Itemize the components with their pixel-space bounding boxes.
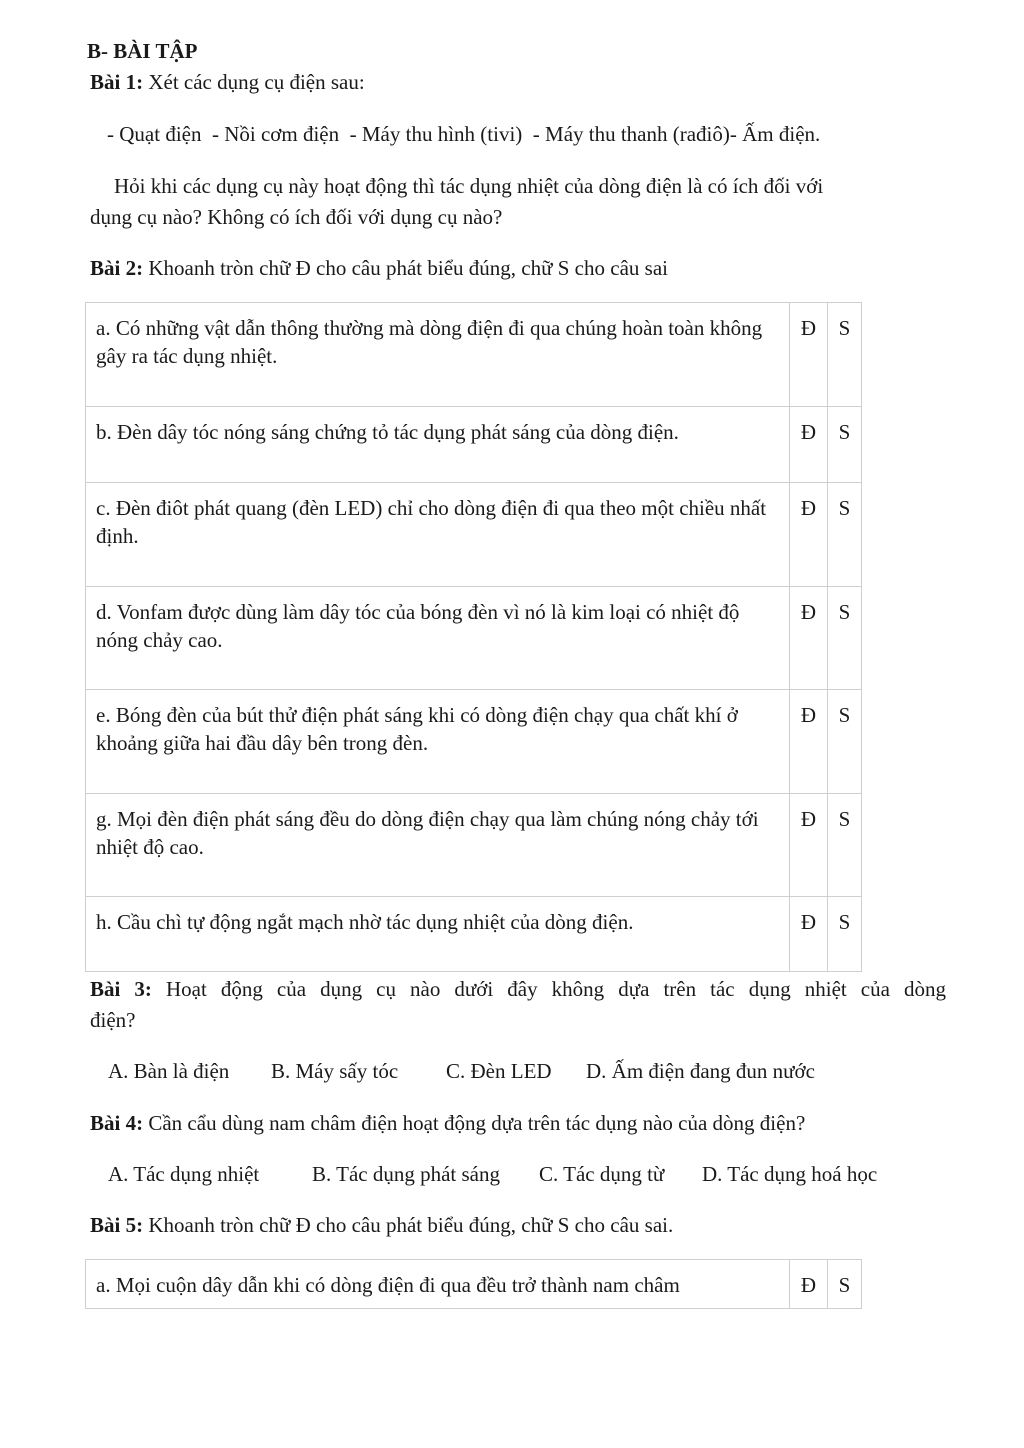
table-row [86, 483, 862, 587]
bai3-question-text: Hoạt động của dụng cụ nào dưới đây không dựa trên tác dụng nhiệt của dòng [165, 977, 946, 1001]
table-row [86, 794, 862, 897]
true-option[interactable]: Đ [790, 690, 828, 794]
false-option[interactable]: S [828, 587, 862, 690]
bai5-instruction [90, 1211, 673, 1239]
statement-cell: d. Vonfam được dùng làm dây tóc của bóng đèn vì nó là kim loại có nhiệt độ nóng chảy cao. [86, 587, 790, 690]
bai4-option-a[interactable]: A. Tác dụng nhiệt [108, 1162, 260, 1186]
statement-cell: a. Mọi cuộn dây dẫn khi có dòng điện đi qua đều trở thành nam châm [86, 1260, 790, 1309]
bai1-question-line1: Hỏi khi các dụng cụ này hoạt động thì tác dụng nhiệt của dòng điện là có ích đối với [114, 174, 824, 198]
bai3-option-b[interactable]: B. Máy sấy tóc [271, 1059, 399, 1083]
false-option[interactable]: S [828, 897, 862, 972]
bai5-true-false-table [85, 1259, 862, 1309]
bai4-label: Bài 4: [90, 1111, 144, 1135]
bai3-option-a[interactable]: A. Bàn là điện [108, 1059, 230, 1083]
true-option[interactable]: Đ [790, 1260, 828, 1309]
table-row [86, 407, 862, 483]
bai1-prompt [90, 68, 365, 96]
statement-cell: e. Bóng đèn của bút thử điện phát sáng khi có dòng điện chạy qua chất khí ở khoảng giữa hai đầu dây bên trong đèn. [86, 690, 790, 794]
table-row [86, 303, 862, 407]
bai1-label: Bài 1: [90, 70, 144, 94]
bai4-option-d[interactable]: D. Tác dụng hoá học [702, 1162, 878, 1186]
statement-cell: a. Có những vật dẫn thông thường mà dòng điện đi qua chúng hoàn toàn không gây ra tác dụng nhiệt. [86, 303, 790, 407]
bai4-option-b[interactable]: B. Tác dụng phát sáng [312, 1162, 500, 1186]
table-row [86, 897, 862, 972]
bai2-true-false-table [85, 302, 862, 972]
bai3-option-d[interactable]: D. Ấm điện đang đun nước [586, 1059, 815, 1083]
bai1-devices: - Quạt điện - Nồi cơm điện - Máy thu hình (tivi) - Máy thu thanh (rađiô)- Ấm điện. [107, 122, 821, 146]
bai2-instruction [90, 254, 668, 282]
true-option[interactable]: Đ [790, 483, 828, 587]
false-option[interactable]: S [828, 1260, 862, 1309]
bai1-prompt-text: Xét các dụng cụ điện sau: [148, 70, 365, 94]
table-row [86, 1260, 862, 1309]
false-option[interactable]: S [828, 794, 862, 897]
false-option[interactable]: S [828, 690, 862, 794]
true-option[interactable]: Đ [790, 587, 828, 690]
bai2-label: Bài 2: [90, 256, 144, 280]
bai4-question [90, 1109, 805, 1137]
bai3-option-c[interactable]: C. Đèn LED [446, 1059, 552, 1083]
bai4-option-c[interactable]: C. Tác dụng từ [539, 1162, 665, 1186]
bai4-question-text: Cần cẩu dùng nam châm điện hoạt động dựa trên tác dụng nào của dòng điện? [148, 1111, 806, 1135]
false-option[interactable]: S [828, 303, 862, 407]
statement-cell: b. Đèn dây tóc nóng sáng chứng tỏ tác dụng phát sáng của dòng điện. [86, 407, 790, 483]
true-option[interactable]: Đ [790, 303, 828, 407]
bai3-label: Bài 3: [90, 977, 152, 1001]
false-option[interactable]: S [828, 483, 862, 587]
bai2-instruction-text: Khoanh tròn chữ Đ cho câu phát biểu đúng, chữ S cho câu sai [148, 256, 668, 280]
section-title: B- BÀI TẬP [87, 39, 198, 63]
statement-cell: h. Cầu chì tự động ngắt mạch nhờ tác dụng nhiệt của dòng điện. [86, 897, 790, 972]
table-row [86, 587, 862, 690]
false-option[interactable]: S [828, 407, 862, 483]
statement-cell: c. Đèn điôt phát quang (đèn LED) chỉ cho dòng điện đi qua theo một chiều nhất định. [86, 483, 790, 587]
true-option[interactable]: Đ [790, 407, 828, 483]
bai5-label: Bài 5: [90, 1213, 144, 1237]
table-row [86, 690, 862, 794]
bai1-question-line2: dụng cụ nào? Không có ích đối với dụng cụ nào? [90, 205, 503, 229]
true-option[interactable]: Đ [790, 897, 828, 972]
bai3-question-line1 [90, 975, 946, 1003]
true-option[interactable]: Đ [790, 794, 828, 897]
bai3-question-line2: điện? [90, 1008, 136, 1032]
statement-cell: g. Mọi đèn điện phát sáng đều do dòng điện chạy qua làm chúng nóng chảy tới nhiệt độ cao. [86, 794, 790, 897]
bai5-instruction-text: Khoanh tròn chữ Đ cho câu phát biểu đúng, chữ S cho câu sai. [148, 1213, 674, 1237]
